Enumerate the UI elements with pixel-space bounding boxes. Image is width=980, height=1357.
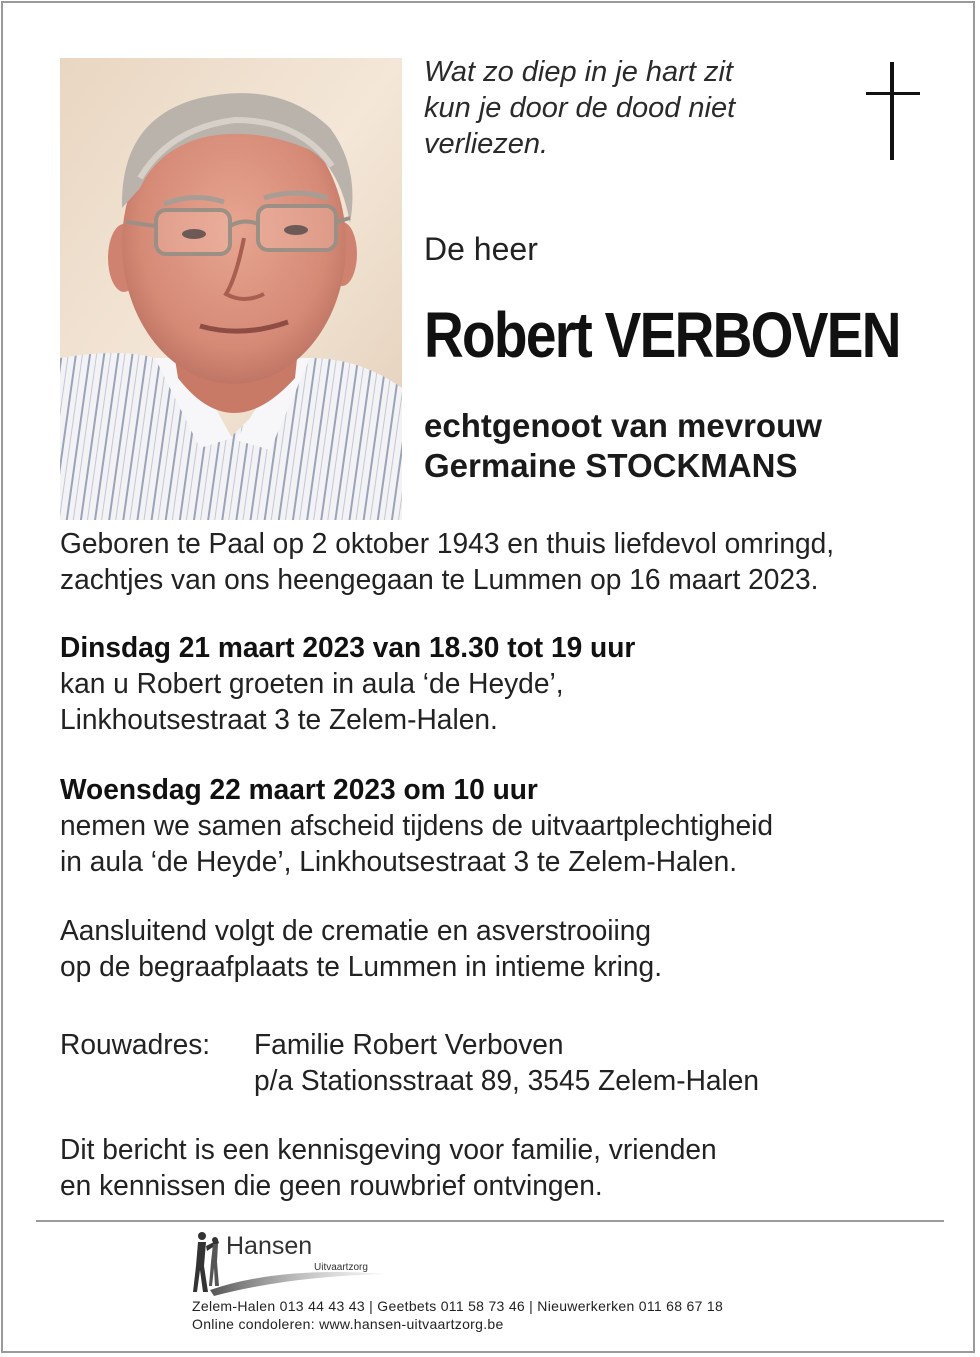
online-condolence-link[interactable]: Online condoleren: www.hansen-uitvaartzorg.be: [192, 1316, 504, 1332]
funeral-home-name: Hansen: [226, 1232, 313, 1260]
funeral-line-2: in aula ‘de Heyde’, Linkhoutsestraat 3 te Zelem-Halen.: [60, 846, 738, 878]
cross-icon: [864, 62, 922, 160]
memorial-quote: [424, 54, 735, 162]
quote-line-3: verliezen.: [424, 128, 549, 160]
cremation-line-2: op de begraafplaats te Lummen in intieme kring.: [60, 951, 663, 983]
funeral-home-contacts: Zelem-Halen 013 44 43 43 | Geetbets 011 58 73 46 | Nieuwerkerken 011 68 67 18: [192, 1298, 724, 1314]
footer-divider: [36, 1220, 944, 1222]
notice-line-1: Dit bericht is een kennisgeving voor familie, vrienden: [60, 1134, 717, 1166]
salutation: De heer: [424, 231, 538, 267]
birth-line-2: zachtjes van ons heengegaan te Lummen op 16 maart 2023.: [60, 564, 819, 596]
funeral-heading: Woensdag 22 maart 2023 om 10 uur: [60, 774, 538, 806]
portrait-photo: [60, 58, 402, 520]
address-label: Rouwadres:: [60, 1029, 211, 1061]
visitation-info: [60, 630, 635, 738]
quote-line-2: kun je door de dood niet: [424, 92, 736, 124]
spouse-line-1: echtgenoot van mevrouw: [424, 407, 822, 444]
address-line-1: Familie Robert Verboven: [254, 1029, 564, 1061]
funeral-info: [60, 772, 773, 880]
mourning-address: [60, 1027, 759, 1099]
spouse-line-2: Germaine STOCKMANS: [424, 447, 798, 484]
address-line-2: p/a Stationsstraat 89, 3545 Zelem-Halen: [254, 1065, 760, 1097]
cremation-line-1: Aansluitend volgt de crematie en asverstrooiing: [60, 915, 652, 947]
funeral-line-1: nemen we samen afscheid tijdens de uitvaartplechtigheid: [60, 810, 774, 842]
birth-line-1: Geboren te Paal op 2 oktober 1943 en thuis liefdevol omringd,: [60, 528, 835, 560]
cremation-info: [60, 913, 662, 985]
notice-text: [60, 1132, 717, 1204]
visitation-line-1: kan u Robert groeten in aula ‘de Heyde’,: [60, 668, 564, 700]
visitation-heading: Dinsdag 21 maart 2023 van 18.30 tot 19 uur: [60, 632, 636, 664]
birth-death-info: [60, 526, 834, 598]
quote-line-1: Wat zo diep in je hart zit: [424, 56, 733, 88]
funeral-home-subtitle: Uitvaartzorg: [314, 1262, 368, 1273]
spouse-info: [424, 406, 822, 486]
deceased-name: Robert VERBOVEN: [424, 299, 900, 371]
visitation-line-2: Linkhoutsestraat 3 te Zelem-Halen.: [60, 704, 498, 736]
notice-line-2: en kennissen die geen rouwbrief ontvingen.: [60, 1170, 603, 1202]
